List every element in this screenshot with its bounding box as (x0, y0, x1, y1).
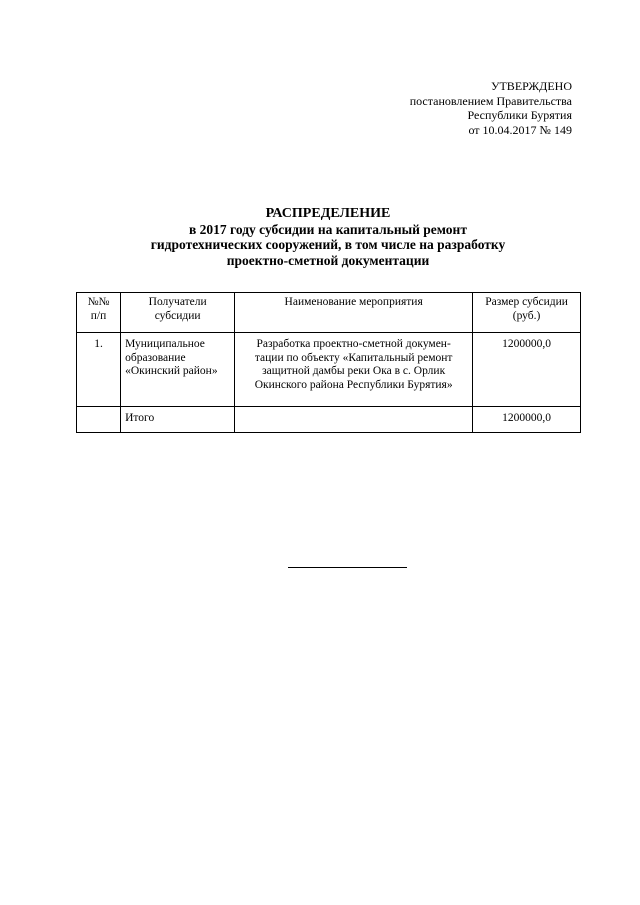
recipient-line: «Окинский район» (125, 365, 218, 377)
total-label: Итого (121, 407, 235, 433)
header-number (77, 293, 121, 333)
activity-line: Разработка проектно-сметной докумен- (256, 338, 451, 350)
row-amount: 1200000,0 (473, 333, 581, 407)
approval-status: УТВЕРЖДЕНО (490, 79, 572, 93)
header-amount (473, 293, 581, 333)
table-header-row (77, 293, 581, 333)
document-title (0, 206, 640, 268)
total-amount: 1200000,0 (473, 407, 581, 433)
title-line-3: проектно-сметной документации (226, 252, 430, 268)
header-recipient-line: Получатели (148, 296, 207, 308)
row-recipient (121, 333, 235, 407)
header-recipient-line: субсидии (154, 309, 201, 322)
recipient-line: образование (125, 351, 186, 364)
activity-line: тации по объекту «Капитальный ремонт (254, 351, 453, 364)
recipient-line: Муниципальное (125, 338, 205, 350)
approval-block (410, 79, 572, 137)
table-row (77, 333, 581, 407)
header-number-line: п/п (90, 309, 107, 322)
header-amount-line: Размер субсидии (485, 296, 568, 308)
subsidy-table (76, 292, 581, 433)
activity-line: защитной дамбы реки Ока в с. Орлик (262, 365, 446, 377)
approval-date-number: от 10.04.2017 № 149 (468, 122, 572, 137)
header-number-line: №№ (87, 296, 110, 308)
activity-line: Окинского района Республики Бурятия» (254, 378, 453, 391)
row-activity (235, 333, 473, 407)
title-line-1: в 2017 году субсидии на капитальный ремонт (189, 221, 467, 237)
total-activity-empty (235, 407, 473, 433)
approval-resolution: постановлением Правительства (409, 93, 572, 108)
table-total-row (77, 407, 581, 433)
header-activity-line: Наименование мероприятия (284, 296, 423, 308)
approval-republic: Республики Бурятия (467, 108, 572, 122)
title-heading: РАСПРЕДЕЛЕНИЕ (265, 206, 391, 221)
header-recipient (121, 293, 235, 333)
header-amount-line: (руб.) (512, 309, 541, 322)
header-activity (235, 293, 473, 333)
end-divider (288, 567, 407, 568)
row-number: 1. (77, 333, 121, 407)
title-line-2: гидротехнических сооружений, в том числе на разработку (150, 237, 506, 252)
total-number-empty (77, 407, 121, 433)
